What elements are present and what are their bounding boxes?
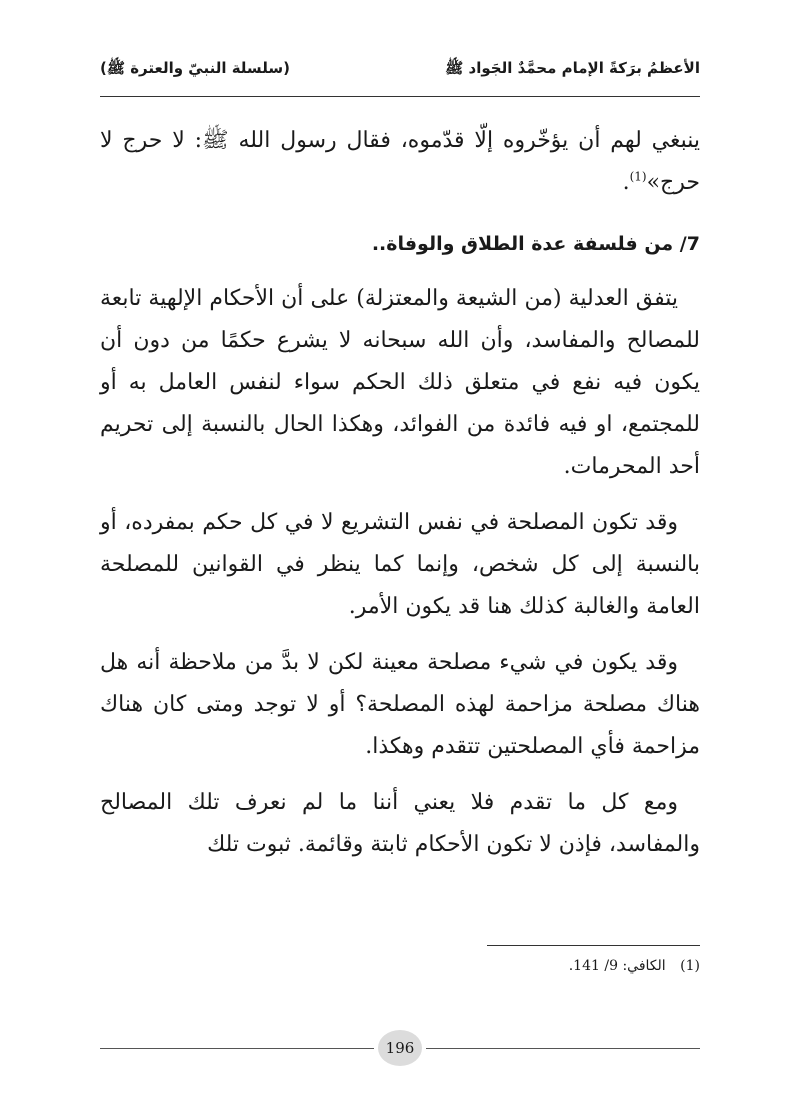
footnote-divider	[487, 945, 700, 946]
section-heading: 7/ من فلسفة عدة الطلاق والوفاة..	[371, 233, 700, 255]
page-header	[100, 50, 700, 90]
page-footer	[100, 1028, 700, 1068]
footer-line	[100, 1048, 374, 1049]
paragraph: يتفق العدلية (من الشيعة والمعتزلة) على أن الأحكام الإلهية تابعة للمصالح والمفاسد، وأن الله سبحانه لا يشرع حكمًا من دون أن يكون فيه نفع في متعلق ذلك الحكم سواء لنفس العامل به أو للمجتمع، او فيه فائدة من الفوائد، وهكذا الحال بالنسبة إلى تحريم أحد المحرمات.	[100, 286, 700, 479]
page-number: 196	[385, 1039, 415, 1057]
footnote-ref[interactable]: (1)	[629, 169, 647, 184]
series-title: (سلسلة النبيّ والعترة ﷺ)	[100, 59, 290, 77]
header-divider	[100, 96, 700, 97]
paragraph-end-mark: .	[622, 170, 630, 195]
paragraph: ومع كل ما تقدم فلا يعني أننا ما لم نعرف تلك المصالح والمفاسد، فإذن لا تكون الأحكام ثابتة وقائمة. ثبوت تلك	[100, 790, 700, 857]
page-body	[100, 120, 700, 880]
continued-paragraph	[100, 120, 700, 204]
paragraph-text: ينبغي لهم أن يؤخّروه إلّا قدّموه، فقال رسول الله ﷺ: لا حرج لا حرج»	[100, 128, 700, 195]
page-number-badge	[378, 1030, 422, 1066]
footer-line	[426, 1048, 700, 1049]
footnote-number: (1)	[680, 958, 700, 974]
footnote-text: الكافي: 9/ 141.	[568, 958, 666, 974]
footnote	[100, 958, 700, 974]
paragraph: وقد يكون في شيء مصلحة معينة لكن لا بدَّ من ملاحظة أنه هل هناك مصلحة مزاحمة لهذه المصلحة؟ أو لا توجد ومتى كان هناك مزاحمة فأي المصلحتين تتقدم وهكذا.	[100, 650, 700, 759]
book-title: الأعظمُ برَكةً الإمام محمَّدٌ الجَواد ﷺ	[445, 59, 700, 77]
paragraph: وقد تكون المصلحة في نفس التشريع لا في كل حكم بمفرده، أو بالنسبة إلى كل شخص، وإنما كما ينظر في القوانين للمصلحة العامة والغالبة كذلك هنا قد يكون الأمر.	[100, 510, 700, 619]
